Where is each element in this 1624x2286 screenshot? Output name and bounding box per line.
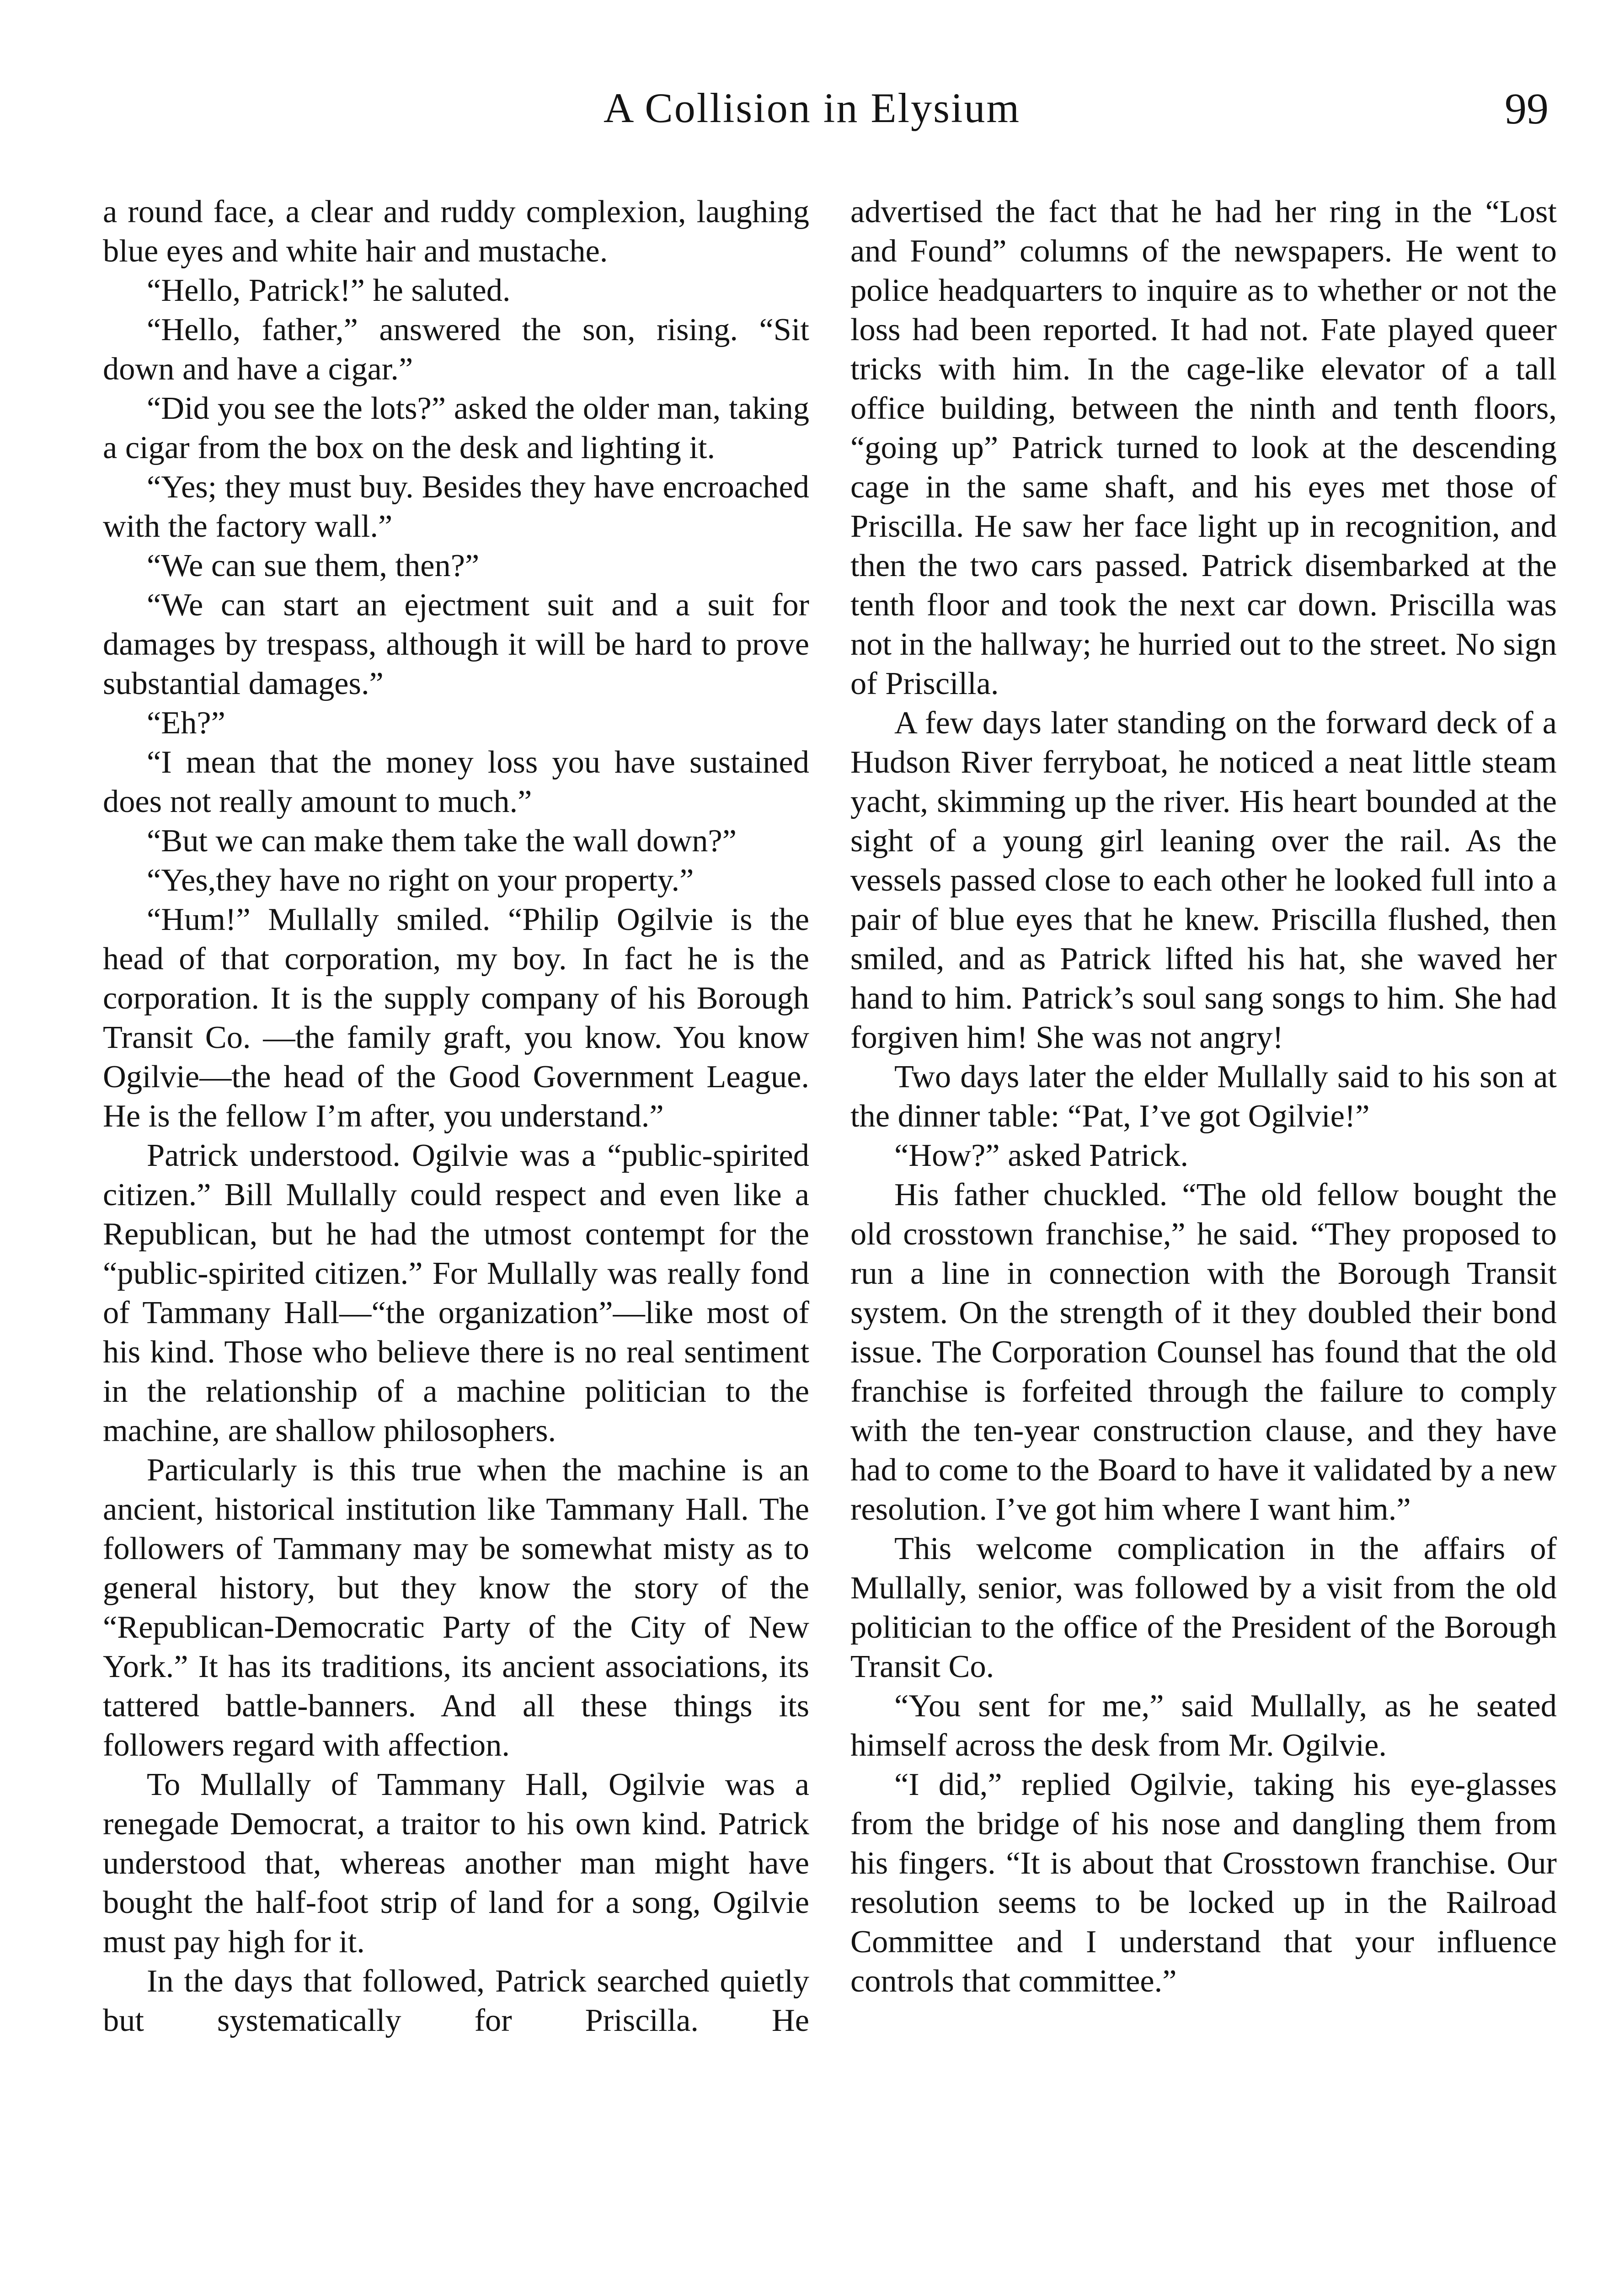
paragraph: “Hello, Patrick!” he saluted.	[147, 272, 511, 308]
paragraph: “We can sue them, then?”	[147, 548, 480, 583]
page-number: 99	[1505, 84, 1549, 133]
page-header	[0, 78, 1624, 169]
paragraph: “How?” asked Patrick.	[894, 1138, 1189, 1173]
paragraph: “I mean that the money loss you have sustained does not really amount to much.”	[103, 744, 809, 819]
paragraph: “But we can make them take the wall down?”	[147, 823, 737, 859]
paragraph: In the days that followed, Patrick searched quietly but systematically for Priscilla. He	[103, 1963, 809, 2038]
paragraph: “Yes; they must buy. Besides they have encroached with the factory wall.”	[103, 469, 809, 544]
paragraph: “Yes,they have no right on your property.”	[147, 862, 694, 898]
left-column	[103, 192, 809, 2040]
paragraph: “Did you see the lots?” asked the older man, taking a cigar from the box on the desk and lighting it.	[103, 390, 809, 465]
paragraph: “Hello, father,” answered the son, rising. “Sit down and have a cigar.”	[103, 312, 809, 387]
paragraph: a round face, a clear and ruddy complexion, laughing blue eyes and white hair and mustache.	[103, 194, 809, 269]
right-column	[850, 192, 1557, 2001]
paragraph: “I did,” replied Ogilvie, taking his eye-glasses from the bridge of his nose and dangling them from his fingers. “It is about that Crosstown franchise. Our resolution seems to be locked up in the Railroad Committee and I understand that your influence controls that committee.”	[850, 1767, 1557, 1999]
paragraph: Two days later the elder Mullally said to his son at the dinner table: “Pat, I’ve got Ogilvie!”	[850, 1059, 1557, 1134]
paragraph: A few days later standing on the forward deck of a Hudson River ferryboat, he noticed a neat little steam yacht, skimming up the river. His heart bounded at the sight of a young girl leaning over the rail. As the vessels passed close to each other he looked full into a pair of blue eyes that he knew. Priscilla flushed, then smiled, and as Patrick lifted his hat, she waved her hand to him. Patrick’s soul sang songs to him. She had forgiven him! She was not angry!	[850, 705, 1557, 1055]
paragraph: “Eh?”	[147, 705, 225, 741]
paragraph: Particularly is this true when the machine is an ancient, historical institution like Tammany Hall. The followers of Tammany may be somewhat misty as to general history, but they know the story of the “Republican-Democratic Party of the City of New York.” It has its traditions, its ancient associations, its tattered battle-banners. And all these things its followers regard with affection.	[103, 1452, 809, 1763]
paragraph: “You sent for me,” said Mullally, as he seated himself across the desk from Mr. Ogilvie.	[850, 1688, 1557, 1763]
paragraph: “Hum!” Mullally smiled. “Philip Ogilvie is the head of that corporation, my boy. In fact he is the corporation. It is the supply company of his Borough Transit Co. —the family graft, you know. You know Ogilvie—the head of the Good Government League. He is the fellow I’m after, you understand.”	[103, 902, 809, 1134]
paragraph: Patrick understood. Ogilvie was a “public-spirited citizen.” Bill Mullally could respect and even like a Republican, but he had the utmost contempt for the “public-spirited citizen.” For Mullally was really fond of Tammany Hall—“the organization”—like most of his kind. Those who believe there is no real sentiment in the relationship of a machine politician to the machine, are shallow philosophers.	[103, 1138, 809, 1448]
paragraph: advertised the fact that he had her ring in the “Lost and Found” columns of the newspapers. He went to police headquarters to inquire as to whether or not the loss had been reported. It had not. Fate played queer tricks with him. In the cage-like elevator of a tall office building, between the ninth and tenth floors, “going up” Patrick turned to look at the descending cage in the same shaft, and his eyes met those of Priscilla. He saw her face light up in recognition, and then the two cars passed. Patrick disembarked at the tenth floor and took the next car down. Priscilla was not in the hallway; he hurried out to the street. No sign of Priscilla.	[850, 194, 1557, 701]
paragraph: This welcome complication in the affairs of Mullally, senior, was followed by a visit from the old politician to the office of the President of the Borough Transit Co.	[850, 1531, 1557, 1684]
paragraph: “We can start an ejectment suit and a suit for damages by trespass, although it will be hard to prove substantial damages.”	[103, 587, 809, 701]
paragraph: To Mullally of Tammany Hall, Ogilvie was a renegade Democrat, a traitor to his own kind. Patrick understood that, whereas another man might have bought the half-foot strip of land for a song, Ogilvie must pay high for it.	[103, 1767, 809, 1960]
running-title: A Collision in Elysium	[603, 85, 1020, 131]
paragraph: His father chuckled. “The old fellow bought the old crosstown franchise,” he said. “They proposed to run a line in connection with the Borough Transit system. On the strength of it they doubled their bond issue. The Corporation Counsel has found that the old franchise is forfeited through the failure to comply with the ten-year construction clause, and they have had to come to the Board to have it validated by a new resolution. I’ve got him where I want him.”	[850, 1177, 1557, 1527]
